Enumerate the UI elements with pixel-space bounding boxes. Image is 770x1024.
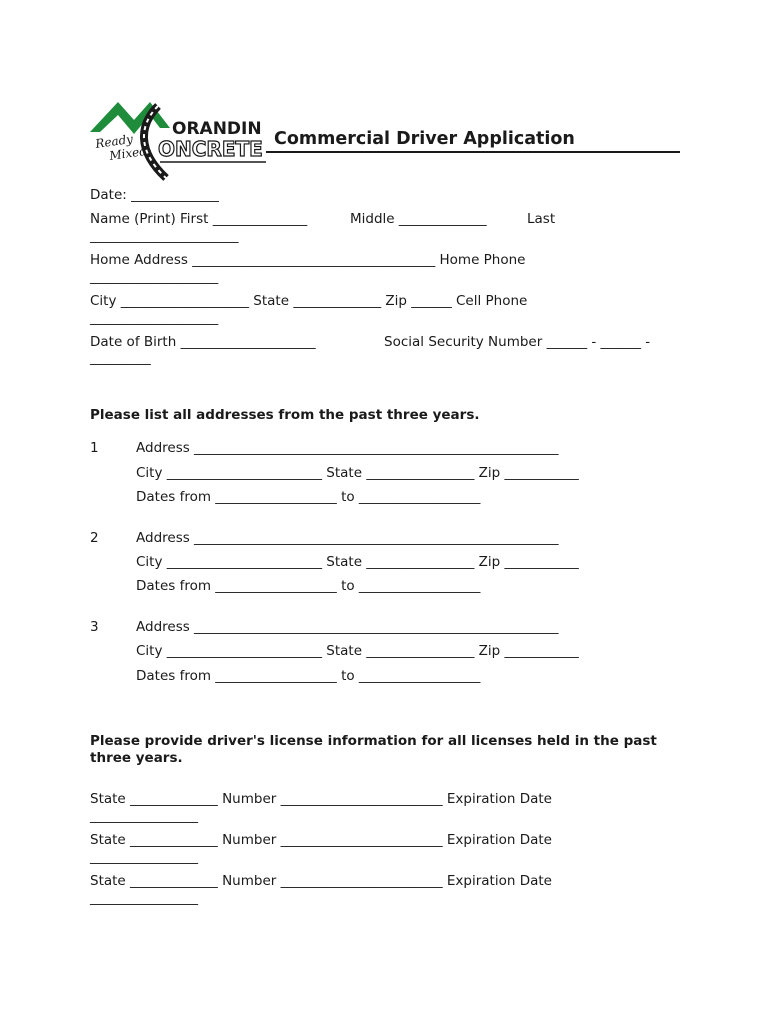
home-address-field[interactable]: Home Address ____________________________________ Home Phone: [90, 252, 526, 268]
license-row[interactable]: State _____________ Number ________________________ Expiration Date: [90, 791, 552, 807]
address-city-field[interactable]: City _______________________ State ________________ Zip ___________: [136, 643, 579, 659]
ssn-field-cont[interactable]: _________: [90, 350, 151, 366]
license-expiration-field[interactable]: ________________: [90, 890, 198, 906]
licenses-heading-cont: three years.: [90, 750, 183, 766]
date-field[interactable]: Date: _____________: [90, 187, 219, 203]
name-middle-field[interactable]: Middle _____________: [350, 211, 487, 227]
logo-mixed: Mixed: [108, 143, 148, 163]
title-underline: [266, 151, 680, 153]
logo-mark: [88, 98, 268, 184]
ssn-field[interactable]: Social Security Number ______ - ______ -: [384, 334, 651, 350]
address-entry-number: 1: [90, 440, 99, 456]
home-phone-field[interactable]: ___________________: [90, 269, 219, 285]
logo-ready: Ready: [94, 131, 134, 151]
logo-brand-top: ORANDIN: [172, 119, 262, 139]
address-field[interactable]: Address ______________________________________________________: [136, 440, 559, 456]
address-city-field[interactable]: City _______________________ State ________________ Zip ___________: [136, 465, 579, 481]
address-entry-number: 2: [90, 530, 99, 546]
addresses-heading: Please list all addresses from the past three years.: [90, 407, 480, 423]
license-expiration-field[interactable]: ________________: [90, 849, 198, 865]
address-entry-number: 3: [90, 619, 99, 635]
name-last-label: Last: [527, 211, 556, 227]
date-of-birth-field[interactable]: Date of Birth ____________________: [90, 334, 316, 350]
license-row[interactable]: State _____________ Number ________________________ Expiration Date: [90, 873, 552, 889]
licenses-heading: Please provide driver's license information for all licenses held in the past: [90, 733, 657, 749]
address-field[interactable]: Address ______________________________________________________: [136, 530, 559, 546]
address-field[interactable]: Address ______________________________________________________: [136, 619, 559, 635]
license-row[interactable]: State _____________ Number ________________________ Expiration Date: [90, 832, 552, 848]
address-dates-field[interactable]: Dates from __________________ to __________________: [136, 668, 481, 684]
page-title: Commercial Driver Application: [274, 129, 575, 149]
address-dates-field[interactable]: Dates from __________________ to __________________: [136, 578, 481, 594]
name-first-field[interactable]: Name (Print) First ______________: [90, 211, 308, 227]
morandin-concrete-logo: [88, 98, 268, 184]
cell-phone-field[interactable]: ___________________: [90, 310, 219, 326]
city-state-zip-field[interactable]: City ___________________ State _____________ Zip ______ Cell Phone: [90, 293, 528, 309]
logo-brand-bottom: ONCRETE: [158, 137, 263, 161]
address-dates-field[interactable]: Dates from __________________ to __________________: [136, 489, 481, 505]
license-expiration-field[interactable]: ________________: [90, 808, 198, 824]
address-city-field[interactable]: City _______________________ State ________________ Zip ___________: [136, 554, 579, 570]
name-last-field[interactable]: ______________________: [90, 228, 239, 244]
